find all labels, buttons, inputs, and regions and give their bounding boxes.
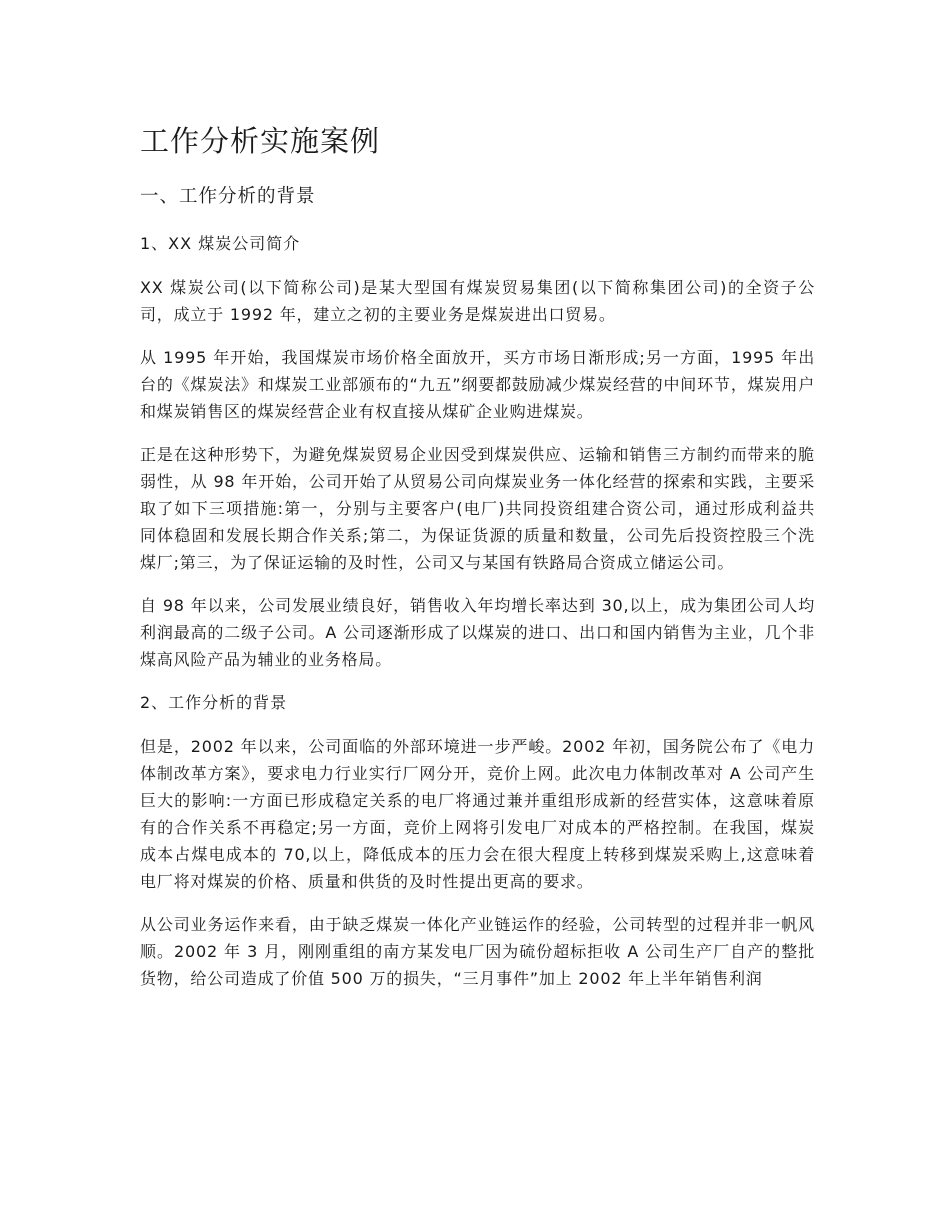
- section-heading-background: 一、工作分析的背景: [140, 186, 316, 207]
- subheading-analysis-background: 2、工作分析的背景: [140, 693, 288, 712]
- paragraph: 但是，2002 年以来，公司面临的外部环境进一步严峻。2002 年初，国务院公布了《电力体制改革方案》，要求电力行业实行厂网分开，竞价上网。此次电力体制改革对 A 公司产生巨大的影响:一方面已形成稳定关系的电厂将通过兼并重组形成新的经营实体，这意味着原有的合作关系不再稳定;另一方面，竞价上网将引发电厂对成本的严格控制。在我国，煤炭成本占煤电成本的 70,以上，降低成本的压力会在很大程度上转移到煤炭采购上,这意味着电厂将对煤炭的价格、质量和供货的及时性提出更高的要求。: [140, 737, 815, 891]
- paragraph: XX 煤炭公司(以下简称公司)是某大型国有煤炭贸易集团(以下简称集团公司)的全资子公司，成立于 1992 年，建立之初的主要业务是煤炭进出口贸易。: [140, 278, 815, 324]
- paragraph: 从 1995 年开始，我国煤炭市场价格全面放开，买方市场日渐形成;另一方面，1995 年出台的《煤炭法》和煤炭工业部颁布的“九五”纲要都鼓励减少煤炭经营的中间环节，煤炭用户和煤炭销售区的煤炭经营企业有权直接从煤矿企业购进煤炭。: [140, 348, 815, 421]
- paragraph: 自 98 年以来，公司发展业绩良好，销售收入年均增长率达到 30,以上，成为集团公司人均利润最高的二级子公司。A 公司逐渐形成了以煤炭的进口、出口和国内销售为主业，几个非煤高风险产品为辅业的业务格局。: [140, 596, 815, 669]
- document-title: 工作分析实施案例: [140, 124, 381, 158]
- paragraph: 正是在这种形势下，为避免煤炭贸易企业因受到煤炭供应、运输和销售三方制约而带来的脆弱性，从 98 年开始，公司开始了从贸易公司向煤炭业务一体化经营的探索和实践，主要采取了如下三项措施:第一，分别与主要客户(电厂)共同投资组建合资公司，通过形成利益共同体稳固和发展长期合作关系;第二，为保证货源的质量和数量，公司先后投资控股三个洗煤厂;第三，为了保证运输的及时性，公司又与某国有铁路局合资成立储运公司。: [140, 445, 815, 572]
- document-page: [140, 118, 815, 1008]
- subheading-company-intro: 1、XX 煤炭公司简介: [140, 234, 301, 253]
- paragraph: 从公司业务运作来看，由于缺乏煤炭一体化产业链运作的经验，公司转型的过程并非一帆风顺。2002 年 3 月，刚刚重组的南方某发电厂因为硫份超标拒收 A 公司生产厂自产的整批货物，给公司造成了价值 500 万的损失，“三月事件”加上 2002 年上半年销售利润: [140, 915, 815, 988]
